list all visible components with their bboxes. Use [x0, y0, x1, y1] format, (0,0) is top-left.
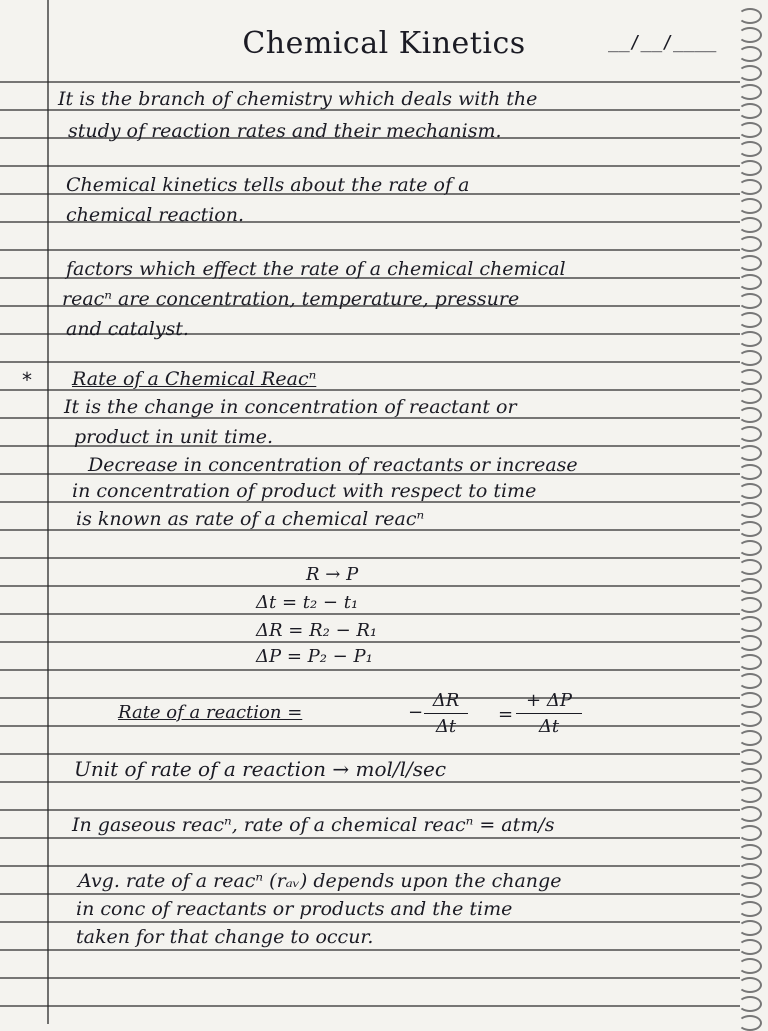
- spiral-ring: [738, 331, 762, 347]
- spiral-ring: [738, 844, 762, 860]
- factors-line-1: factors which effect the rate of a chemical chemical: [66, 258, 566, 280]
- date-field: __/__/____: [608, 32, 717, 53]
- rate-def-line-4: in concentration of product with respect to time: [72, 480, 537, 502]
- spiral-ring: [738, 1015, 762, 1031]
- kinetics-line-2: chemical reaction.: [66, 204, 245, 226]
- intro-line-2: study of reaction rates and their mechanism.: [68, 120, 502, 142]
- unit-line: Unit of rate of a reaction → mol/l/sec: [74, 757, 447, 781]
- rate-formula-label: Rate of a reaction =: [118, 702, 303, 723]
- spiral-ring: [738, 540, 762, 556]
- spiral-ring: [738, 84, 762, 100]
- spiral-ring: [738, 863, 762, 879]
- spiral-ring: [738, 616, 762, 632]
- spiral-ring: [738, 293, 762, 309]
- spiral-ring: [738, 901, 762, 917]
- spiral-ring: [738, 464, 762, 480]
- spiral-ring: [738, 312, 762, 328]
- spiral-ring: [738, 882, 762, 898]
- spiral-ring: [738, 806, 762, 822]
- spiral-ring: [738, 502, 762, 518]
- spiral-ring: [738, 445, 762, 461]
- gaseous-line: In gaseous reacⁿ, rate of a chemical reacⁿ = atm/s: [72, 814, 555, 836]
- fraction-numerator-reactant: ΔR: [432, 690, 460, 711]
- fraction-numerator-product: + ΔP: [526, 690, 572, 711]
- spiral-ring: [738, 8, 762, 24]
- rate-fraction-reactant: [424, 690, 468, 737]
- spiral-ring: [738, 958, 762, 974]
- spiral-ring: [738, 160, 762, 176]
- spiral-ring: [738, 217, 762, 233]
- spiral-ring: [738, 350, 762, 366]
- spiral-ring: [738, 521, 762, 537]
- spiral-ring: [738, 711, 762, 727]
- spiral-ring: [738, 407, 762, 423]
- rate-formula-minus: −: [408, 702, 424, 723]
- factors-line-3: and catalyst.: [66, 318, 189, 340]
- avg-line-1: Avg. rate of a reacⁿ (rₐᵥ) depends upon the change: [78, 870, 562, 892]
- spiral-ring: [738, 255, 762, 271]
- bullet-star: *: [22, 368, 32, 392]
- spiral-ring: [738, 939, 762, 955]
- spiral-ring: [738, 749, 762, 765]
- spiral-ring: [738, 103, 762, 119]
- spiral-ring: [738, 654, 762, 670]
- spiral-ring: [738, 597, 762, 613]
- spiral-ring: [738, 578, 762, 594]
- rate-def-line-1: It is the change in concentration of reactant or: [64, 396, 517, 418]
- spiral-ring: [738, 559, 762, 575]
- spiral-ring: [738, 274, 762, 290]
- page-title: Chemical Kinetics: [242, 26, 526, 61]
- intro-line-1: It is the branch of chemistry which deals with the: [58, 88, 538, 110]
- rate-fraction-product: [516, 690, 582, 737]
- spiral-ring: [738, 635, 762, 651]
- kinetics-line-1: Chemical kinetics tells about the rate of a: [66, 174, 470, 196]
- rate-def-line-2: product in unit time.: [74, 426, 273, 448]
- spiral-ring: [738, 977, 762, 993]
- spiral-ring: [738, 369, 762, 385]
- delta-t-equation: Δt = t₂ − t₁: [256, 592, 359, 613]
- spiral-ring: [738, 141, 762, 157]
- spiral-ring: [738, 179, 762, 195]
- fraction-denominator-reactant: Δt: [435, 716, 457, 737]
- avg-line-2: in conc of reactants or products and the time: [76, 898, 513, 920]
- spiral-ring: [738, 65, 762, 81]
- delta-r-equation: ΔR = R₂ − R₁: [256, 620, 378, 641]
- reaction-equation: R → P: [306, 564, 359, 585]
- avg-line-3: taken for that change to occur.: [76, 926, 374, 948]
- spiral-ring: [738, 730, 762, 746]
- spiral-ring: [738, 787, 762, 803]
- spiral-ring: [738, 236, 762, 252]
- spiral-ring: [738, 673, 762, 689]
- spiral-ring: [738, 426, 762, 442]
- spiral-ring: [738, 692, 762, 708]
- spiral-ring: [738, 483, 762, 499]
- factors-line-2: reacⁿ are concentration, temperature, pressure: [62, 288, 520, 310]
- spiral-ring: [738, 825, 762, 841]
- spiral-ring: [738, 198, 762, 214]
- rate-heading: Rate of a Chemical Reacⁿ: [72, 368, 317, 390]
- delta-p-equation: ΔP = P₂ − P₁: [256, 646, 373, 667]
- spiral-ring: [738, 920, 762, 936]
- fraction-denominator-product: Δt: [538, 716, 560, 737]
- spiral-ring: [738, 388, 762, 404]
- spiral-ring: [738, 996, 762, 1012]
- spiral-binding: [734, 0, 768, 1024]
- rate-formula-equals: =: [498, 704, 514, 725]
- spiral-ring: [738, 122, 762, 138]
- spiral-ring: [738, 768, 762, 784]
- rate-def-line-3: Decrease in concentration of reactants or increase: [88, 454, 578, 476]
- rate-def-line-5: is known as rate of a chemical reacⁿ: [76, 508, 425, 530]
